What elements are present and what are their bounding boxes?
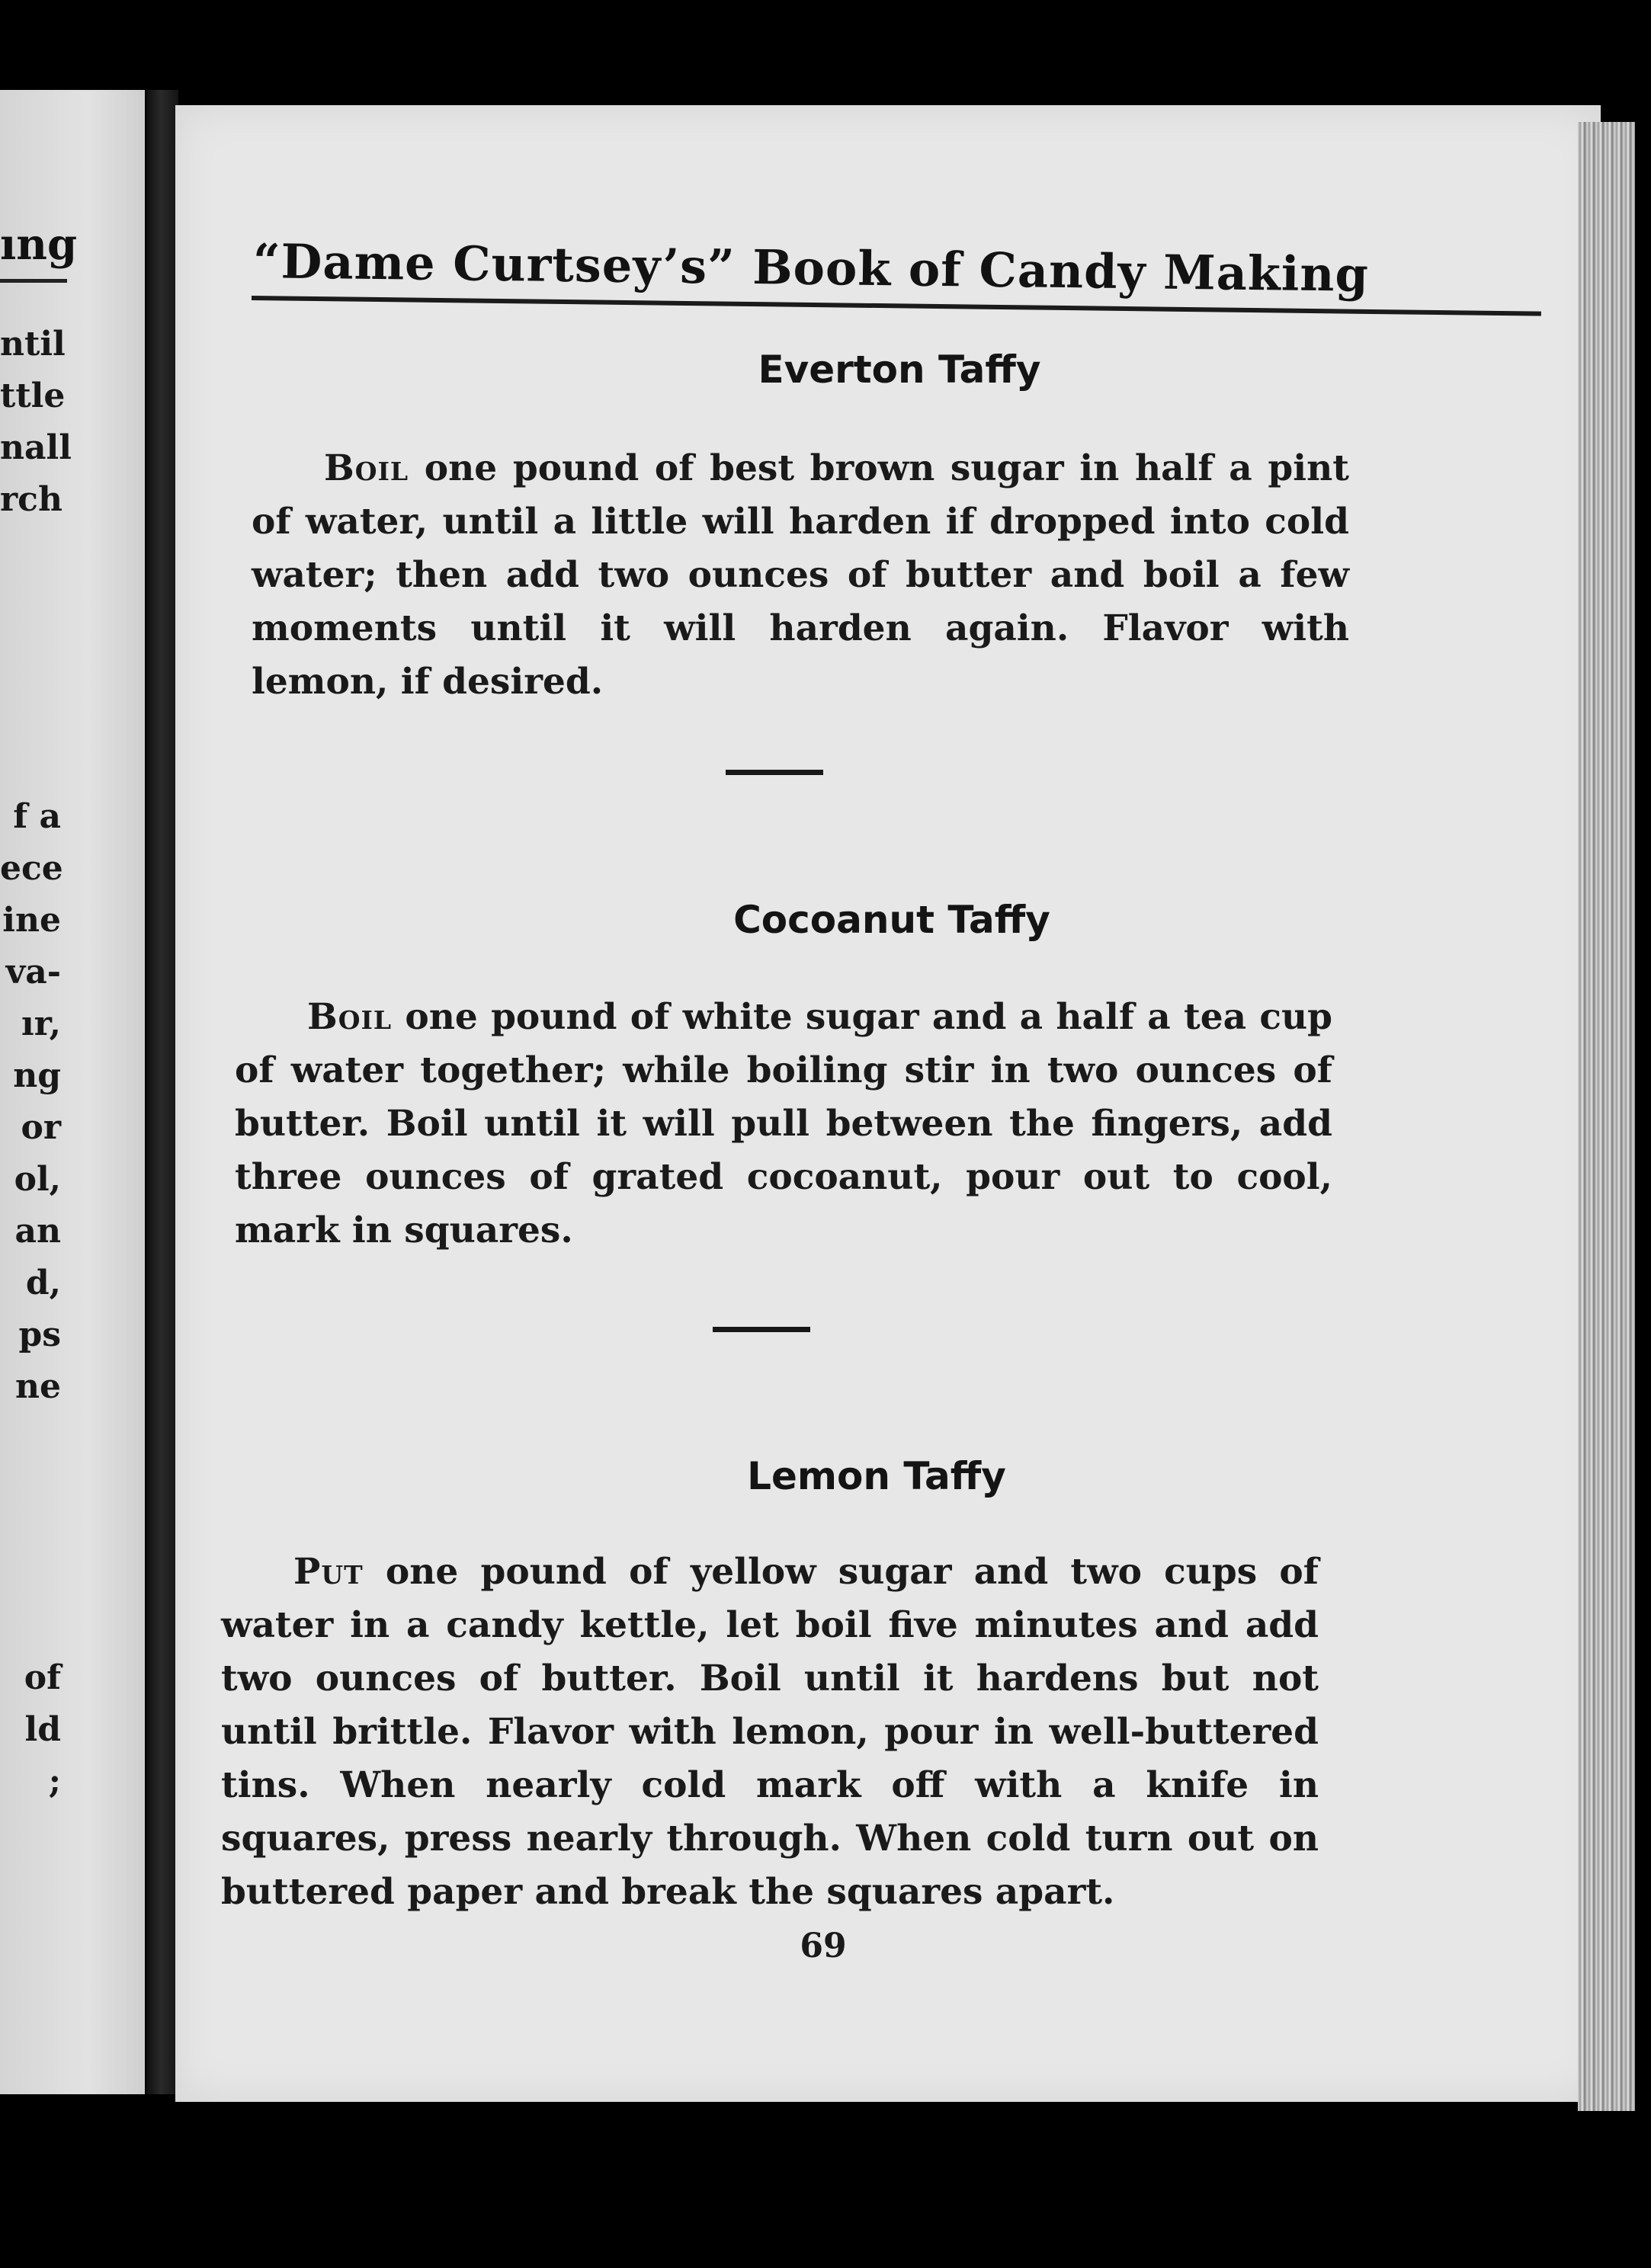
recipe-lead-word: Boil bbox=[307, 996, 393, 1038]
recipe-title-everton-taffy: Everton Taffy bbox=[758, 348, 1041, 392]
previous-page-lines-3 bbox=[0, 1652, 61, 1808]
previous-page-lines-2 bbox=[0, 791, 61, 1413]
previous-page-line: ır, bbox=[21, 1004, 61, 1043]
recipe-text: one pound of best brown sugar in half a pint of water, until a little will harden if dropped into cold water; then add two ounces of butter and boil a few moments until it will harden again. Flavor with lemon, if desired. bbox=[252, 447, 1349, 703]
previous-page-line: ng bbox=[13, 1056, 61, 1095]
section-divider bbox=[713, 1327, 810, 1332]
previous-page-line: ntil bbox=[0, 325, 66, 364]
previous-page-line: f a bbox=[13, 797, 61, 836]
previous-page-line: ttle bbox=[0, 376, 66, 415]
previous-page-line: va- bbox=[5, 953, 61, 991]
section-divider bbox=[726, 770, 823, 775]
book-gutter bbox=[146, 90, 178, 2094]
page-number: 69 bbox=[800, 1927, 847, 1965]
previous-page-heading-fragment: ıng bbox=[0, 219, 78, 270]
previous-page-lines-1 bbox=[0, 319, 72, 526]
previous-page-line: ne bbox=[15, 1367, 61, 1406]
previous-page-line: an bbox=[14, 1212, 61, 1251]
previous-page-rule bbox=[0, 279, 67, 283]
previous-page-line: or bbox=[21, 1108, 61, 1147]
previous-page-line: ine bbox=[2, 901, 61, 940]
page-edge-stack bbox=[1578, 122, 1635, 2111]
previous-page-line: rch bbox=[0, 480, 63, 519]
recipe-lead-word: Boil bbox=[324, 447, 409, 489]
previous-page-line: ece bbox=[0, 849, 63, 888]
previous-page-line: nall bbox=[0, 428, 72, 467]
running-head: “Dame Curtsey’s” Book of Candy Making bbox=[252, 233, 1370, 303]
previous-page-line: ps bbox=[18, 1315, 61, 1354]
recipe-body-everton-taffy bbox=[252, 442, 1349, 709]
previous-page-line: ; bbox=[48, 1762, 61, 1801]
previous-page-line: ol, bbox=[14, 1160, 61, 1199]
recipe-lead-word: Put bbox=[293, 1551, 364, 1593]
previous-page-line: d, bbox=[25, 1264, 61, 1302]
recipe-title-lemon-taffy: Lemon Taffy bbox=[747, 1454, 1006, 1498]
recipe-text: one pound of white sugar and a half a tea cup of water together; while boiling stir in two ounces of butter. Boil until it will pull between the fingers, add three ounces of grated cocoanut, pour out to cool, mark in squares. bbox=[235, 996, 1332, 1251]
recipe-title-cocoanut-taffy: Cocoanut Taffy bbox=[733, 898, 1050, 942]
recipe-body-lemon-taffy bbox=[221, 1546, 1319, 1919]
book-page bbox=[175, 105, 1601, 2102]
previous-page-fragment bbox=[0, 90, 145, 2094]
previous-page-line: of bbox=[24, 1658, 61, 1697]
recipe-body-cocoanut-taffy bbox=[235, 991, 1332, 1257]
recipe-text: one pound of yellow sugar and two cups of water in a candy kettle, let boil five minutes and add two ounces of butter. Boil until it hardens but not until brittle. Flavor with lemon, pour in well-buttered tins. When nearly cold mark off with a knife in squares, press nearly through. When cold turn out on buttered paper and break the squares apart. bbox=[221, 1551, 1319, 1913]
previous-page-line: ld bbox=[24, 1710, 61, 1749]
